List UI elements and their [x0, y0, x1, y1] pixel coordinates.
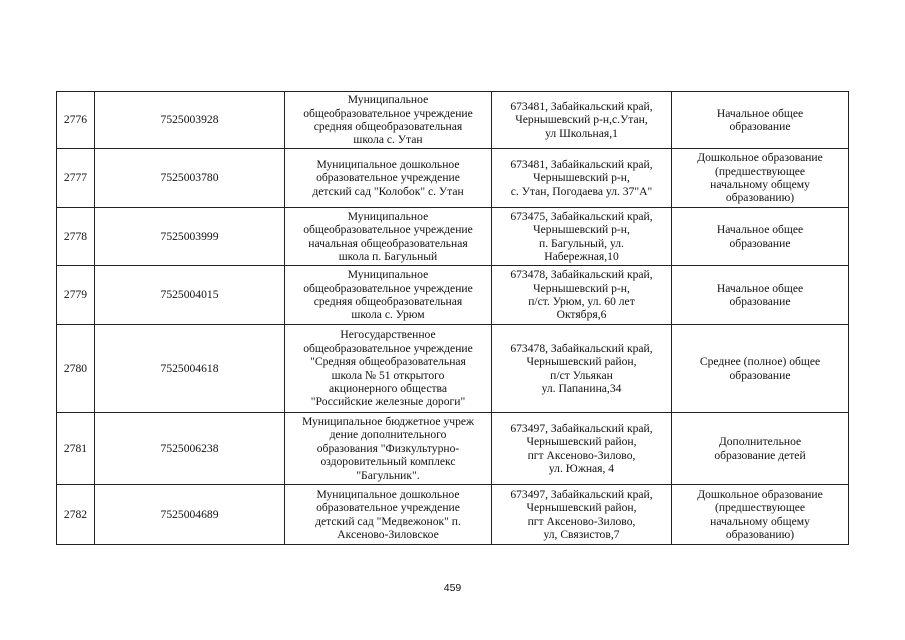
cell-line: "Средняя общеобразовательная — [310, 355, 466, 369]
cell-line: детский сад "Колобок" с. Утан — [312, 184, 464, 198]
cell-line: образованию) — [725, 191, 795, 205]
address-cell — [492, 485, 672, 545]
cell-line: начальному общему — [710, 514, 810, 528]
cell-line: общеобразовательное учреждение — [303, 223, 473, 237]
cell-line: Чернышевский р-н,с.Утан, — [515, 113, 648, 127]
cell-line: школа с. Утан — [353, 133, 423, 147]
address-cell — [492, 92, 672, 149]
cell-line: пгт Аксеново-Зилово, — [527, 448, 636, 462]
cell-line: образование детей — [714, 448, 806, 462]
cell-line: Муниципальное — [347, 93, 429, 107]
cell-line: оздоровительный комплекс — [320, 455, 456, 469]
cell-line: общеобразовательное учреждение — [303, 281, 473, 295]
cell-line: 673497, Забайкальский край, — [510, 421, 653, 435]
cell-line: образование — [729, 295, 791, 308]
cell-line: 673478, Забайкальский край, — [510, 268, 653, 282]
cell-line: общеобразовательное учреждение — [303, 106, 473, 120]
cell-line: Начальное общее — [716, 106, 804, 120]
cell-line: "Багульник". — [356, 468, 420, 482]
inn-cell: 7525004618 — [95, 325, 285, 413]
cell-line: Набережная,10 — [544, 249, 619, 263]
cell-line: образовательное учреждение — [316, 171, 460, 185]
cell-line: Муниципальное дошкольное — [316, 487, 460, 501]
cell-line: Чернышевский р-н, — [533, 281, 630, 295]
cell-line: начальная общеобразовательная — [308, 236, 468, 250]
cell-line: начальному общему — [710, 178, 810, 191]
table-row — [57, 92, 849, 149]
institution-name-cell — [285, 266, 492, 325]
address-cell — [492, 325, 672, 413]
inn-cell: 7525004689 — [95, 485, 285, 545]
row-number: 2780 — [57, 325, 95, 413]
cell-line: Муниципальное бюджетное учреж — [301, 414, 475, 428]
table-row — [57, 208, 849, 266]
cell-line: Чернышевский р-н, — [533, 223, 630, 237]
cell-line: пгт Аксеново-Зилово, — [527, 514, 636, 528]
cell-line: образование — [729, 236, 791, 250]
inn-cell: 7525006238 — [95, 413, 285, 485]
cell-line: 673478, Забайкальский край, — [510, 341, 653, 355]
cell-line: п. Багульный, ул. — [539, 236, 624, 250]
cell-line: Дополнительное — [718, 435, 802, 449]
cell-line: ул, Связистов,7 — [543, 527, 620, 541]
cell-line: ул. Папанина,34 — [541, 381, 622, 395]
cell-line: п/ст. Урюм, ул. 60 лет — [528, 295, 635, 308]
registry-table — [56, 91, 849, 545]
registry-table-body — [57, 92, 849, 545]
cell-line: дение дополнительного — [329, 428, 447, 442]
cell-line: 673497, Забайкальский край, — [510, 487, 653, 501]
cell-line: Среднее (полное) общее — [699, 355, 821, 369]
address-cell — [492, 208, 672, 266]
cell-line: Муниципальное — [347, 209, 429, 223]
cell-line: (предшествующее — [714, 501, 806, 515]
cell-line: образование — [729, 120, 791, 133]
inn-cell: 7525003999 — [95, 208, 285, 266]
inn-cell: 7525003928 — [95, 92, 285, 149]
cell-line: общеобразовательное учреждение — [303, 341, 473, 355]
education-level-cell — [672, 325, 849, 413]
cell-line: ул Школьная,1 — [545, 126, 618, 140]
cell-line: Чернышевский район, — [526, 355, 637, 369]
education-level-cell — [672, 149, 849, 208]
education-level-cell — [672, 92, 849, 149]
cell-line: средняя общеобразовательная — [313, 295, 463, 308]
row-number: 2778 — [57, 208, 95, 266]
cell-line: 673475, Забайкальский край, — [510, 209, 653, 223]
address-cell — [492, 149, 672, 208]
table-row — [57, 413, 849, 485]
row-number: 2782 — [57, 485, 95, 545]
row-number: 2777 — [57, 149, 95, 208]
cell-line: образованию) — [725, 527, 795, 541]
cell-line: Начальное общее — [716, 223, 804, 237]
institution-name-cell — [285, 325, 492, 413]
cell-line: 673481, Забайкальский край, — [510, 99, 653, 113]
cell-line: 673481, Забайкальский край, — [510, 157, 653, 171]
table-row — [57, 149, 849, 208]
cell-line: Аксеново-Зиловское — [337, 527, 439, 541]
cell-line: образование — [729, 368, 791, 382]
cell-line: Октября,6 — [556, 308, 607, 322]
cell-line: средняя общеобразовательная — [313, 120, 463, 133]
cell-line: акционерного общества — [328, 381, 448, 395]
cell-line: Чернышевский район, — [526, 435, 637, 449]
cell-line: школа с. Урюм — [351, 308, 425, 322]
table-row — [57, 266, 849, 325]
row-number: 2781 — [57, 413, 95, 485]
cell-line: ул. Южная, 4 — [548, 461, 615, 475]
table-row — [57, 485, 849, 545]
inn-cell: 7525003780 — [95, 149, 285, 208]
cell-line: Муниципальное дошкольное — [316, 157, 460, 171]
cell-line: Чернышевский р-н, — [533, 171, 630, 185]
institution-name-cell — [285, 208, 492, 266]
cell-line: (предшествующее — [714, 164, 806, 178]
row-number: 2776 — [57, 92, 95, 149]
institution-name-cell — [285, 413, 492, 485]
inn-cell: 7525004015 — [95, 266, 285, 325]
institution-name-cell — [285, 92, 492, 149]
cell-line: Дошкольное образование — [697, 487, 823, 501]
cell-line: Муниципальное — [347, 268, 429, 282]
education-level-cell — [672, 413, 849, 485]
address-cell — [492, 413, 672, 485]
cell-line: Чернышевский район, — [526, 501, 637, 515]
row-number: 2779 — [57, 266, 95, 325]
cell-line: Начальное общее — [716, 281, 804, 295]
institution-name-cell — [285, 149, 492, 208]
cell-line: школа № 51 открытого — [331, 368, 445, 382]
cell-line: Дошкольное образование — [697, 151, 823, 165]
education-level-cell — [672, 208, 849, 266]
education-level-cell — [672, 485, 849, 545]
cell-line: детский сад "Медвежонок" п. — [315, 514, 461, 528]
cell-line: образовательное учреждение — [316, 501, 460, 515]
cell-line: Негосударственное — [340, 328, 436, 342]
institution-name-cell — [285, 485, 492, 545]
education-level-cell — [672, 266, 849, 325]
cell-line: образования "Физкультурно- — [316, 441, 460, 455]
cell-line: п/ст Ульякан — [550, 368, 613, 382]
cell-line: школа п. Багульный — [338, 249, 438, 263]
cell-line: "Российские железные дороги" — [310, 395, 466, 409]
table-row — [57, 325, 849, 413]
cell-line: с. Утан, Погодаева ул. 37"А" — [510, 184, 653, 198]
address-cell — [492, 266, 672, 325]
page-number: 459 — [443, 582, 462, 594]
